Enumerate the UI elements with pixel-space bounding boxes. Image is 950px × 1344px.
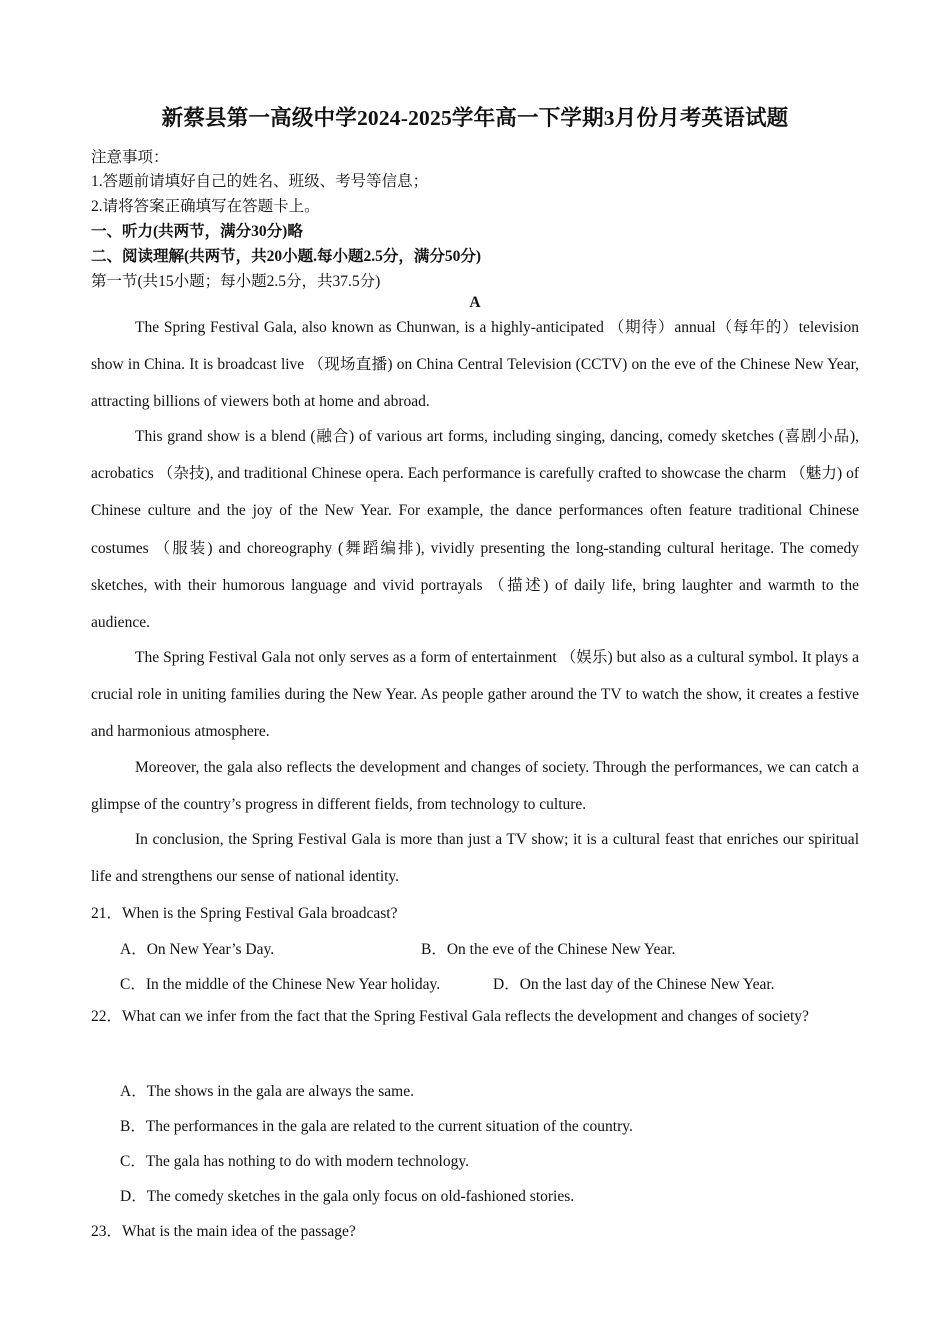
- part-one-heading: 第一节(共15小题；每小题2.5分，共37.5分): [91, 273, 381, 290]
- notice-item: 1.答题前请填好自己的姓名、班级、考号等信息；: [91, 173, 429, 190]
- passage-paragraph: This grand show is a blend (融合) of various art forms, including singing, dancing, comedy sketches (喜剧小品), acrobatics （杂技), and traditional Chinese opera. Each performance is carefully crafted to showcase the charm （魅力) of Chinese culture and the joy of the New Year. For example, the dance performances often feature traditional Chinese costumes （服装) and choreography (舞蹈编排), vividly presenting the long-standing cultural heritage. The comedy sketches, with their humorous language and vivid portrayals （描述) of daily life, bring laughter and warmth to the audience.: [91, 428, 859, 632]
- answer-option: B．On the eve of the Chinese New Year.: [421, 941, 676, 958]
- passage-paragraph: In conclusion, the Spring Festival Gala is more than just a TV show; it is a cultural feast that enriches our spiritual life and strengthens our sense of national identity.: [91, 831, 859, 886]
- question-stem: 22．What can we infer from the fact that the Spring Festival Gala reflects the development and changes of society?: [91, 1008, 809, 1025]
- answer-option: B．The performances in the gala are related to the current situation of the country.: [120, 1118, 633, 1135]
- passage-label: A: [469, 294, 481, 311]
- answer-option: D．The comedy sketches in the gala only focus on old-fashioned stories.: [120, 1188, 575, 1205]
- answer-option: C．The gala has nothing to do with modern technology.: [120, 1153, 469, 1170]
- passage-paragraph: The Spring Festival Gala, also known as Chunwan, is a highly-anticipated （期待）annual（每年的）television show in China. It is broadcast live （现场直播) on China Central Television (CCTV) on the eve of the Chinese New Year, attracting billions of viewers both at home and abroad.: [91, 319, 859, 411]
- passage-paragraph: The Spring Festival Gala not only serves as a form of entertainment （娱乐) but also as a cultural symbol. It plays a crucial role in uniting families during the New Year. As people gather around the TV to watch the show, it creates a festive and harmonious atmosphere.: [91, 649, 859, 741]
- notice-item: 2.请将答案正确填写在答题卡上。: [91, 198, 320, 215]
- answer-option: A．On New Year’s Day.: [120, 941, 275, 958]
- page-title: 新蔡县第一高级中学2024-2025学年高一下学期3月份月考英语试题: [161, 106, 789, 130]
- section-reading-heading: 二、阅读理解(共两节，共20小题.每小题2.5分，满分50分): [91, 248, 482, 265]
- notice-heading: 注意事项：: [91, 149, 169, 166]
- answer-option: D．On the last day of the Chinese New Year.: [493, 976, 775, 993]
- question-stem: 23．What is the main idea of the passage?: [91, 1223, 356, 1240]
- section-listening-heading: 一、听力(共两节，满分30分)略: [91, 223, 303, 240]
- answer-option: A．The shows in the gala are always the same.: [120, 1083, 414, 1100]
- question-stem: 21．When is the Spring Festival Gala broadcast?: [91, 905, 398, 922]
- answer-option: C．In the middle of the Chinese New Year holiday.: [120, 976, 441, 993]
- passage-paragraph: Moreover, the gala also reflects the development and changes of society. Through the performances, we can catch a glimpse of the country’s progress in different fields, from technology to culture.: [91, 759, 859, 814]
